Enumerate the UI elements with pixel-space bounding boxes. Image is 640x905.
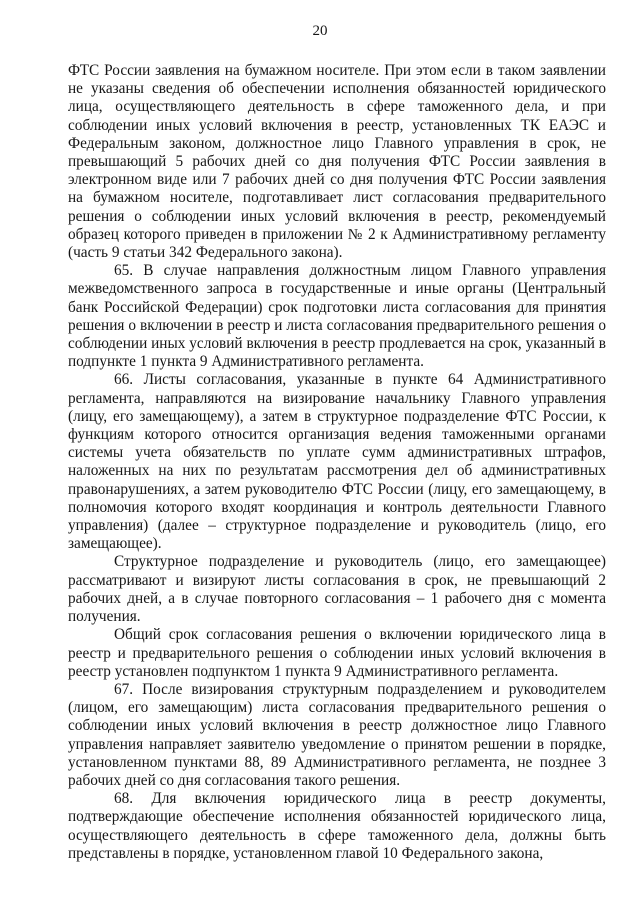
paragraph-66-total-term: Общий срок согласования решения о включении юридического лица в реестр и предварительного решения о соблюдении иных условий включения в реестр установлен подпунктом 1 пункта 9 Административного регламента.: [68, 626, 606, 680]
paragraph-65: 65. В случае направления должностным лицом Главного управления межведомственного запроса в государственные и иные органы (Центральный банк Российской Федерации) срок подготовки листа согласования для принятия решения о включении в реестр и листа согласования предварительного решения о соблюдении иных условий включения в реестр продлевается на срок, указанный в подпункте 1 пункта 9 Административного регламента.: [68, 262, 606, 371]
paragraph-66-approval-term: Структурное подразделение и руководитель (лицо, его замещающее) рассматривают и визируют листы согласования в срок, не превышающий 2 рабочих дней, а в случае повторного согласования – 1 рабочего дня с момента получения.: [68, 553, 606, 626]
paragraph-66: 66. Листы согласования, указанные в пункте 64 Административного регламента, направляются на визирование начальнику Главного управления (лицу, его замещающему), а затем в структурное подразделение ФТС России, к функциям которого относится организация ведения таможенными органами системы учета обязательств по уплате сумм административных штрафов, наложенных на них по результатам рассмотрения дел об административных правонарушениях, а затем руководителю ФТС России (лицу, его замещающему, в полномочия которого входят координация и контроль деятельности Главного управления) (далее – структурное подразделение и руководитель (лицо, его замещающее).: [68, 371, 606, 553]
paragraph-64-continuation: ФТС России заявления на бумажном носителе. При этом если в таком заявлении не указаны сведения об обеспечении исполнения обязанностей юридического лица, осуществляющего деятельность в сфере таможенного дела, и при соблюдении иных условий включения в реестр, установленных ТК ЕАЭС и Федеральным законом, должностное лицо Главного управления в срок, не превышающий 5 рабочих дней со дня получения ФТС России заявления в электронном виде или 7 рабочих дней со дня получения ФТС России заявления на бумажном носителе, подготавливает лист согласования предварительного решения о соблюдении иных условий включения в реестр, рекомендуемый образец которого приведен в приложении № 2 к Административному регламенту (часть 9 статьи 342 Федерального закона).: [68, 62, 606, 262]
page-number: 20: [312, 23, 328, 39]
paragraph-67: 67. После визирования структурным подразделением и руководителем (лицом, его замещающим) листа согласования предварительного решения о соблюдении иных условий включения в реестр должностное лицо Главного управления направляет заявителю уведомление о принятом решении в порядке, установленном пунктами 88, 89 Административного регламента, не позднее 3 рабочих дней со дня согласования такого решения.: [68, 680, 606, 789]
paragraph-68: 68. Для включения юридического лица в реестр документы, подтверждающие обеспечение исполнения обязанностей юридического лица, осуществляющего деятельность в сфере таможенного дела, должны быть представлены в порядке, установленном главой 10 Федерального закона,: [68, 790, 606, 862]
document-body: [68, 62, 606, 863]
page-bottom-edge: [0, 895, 640, 905]
